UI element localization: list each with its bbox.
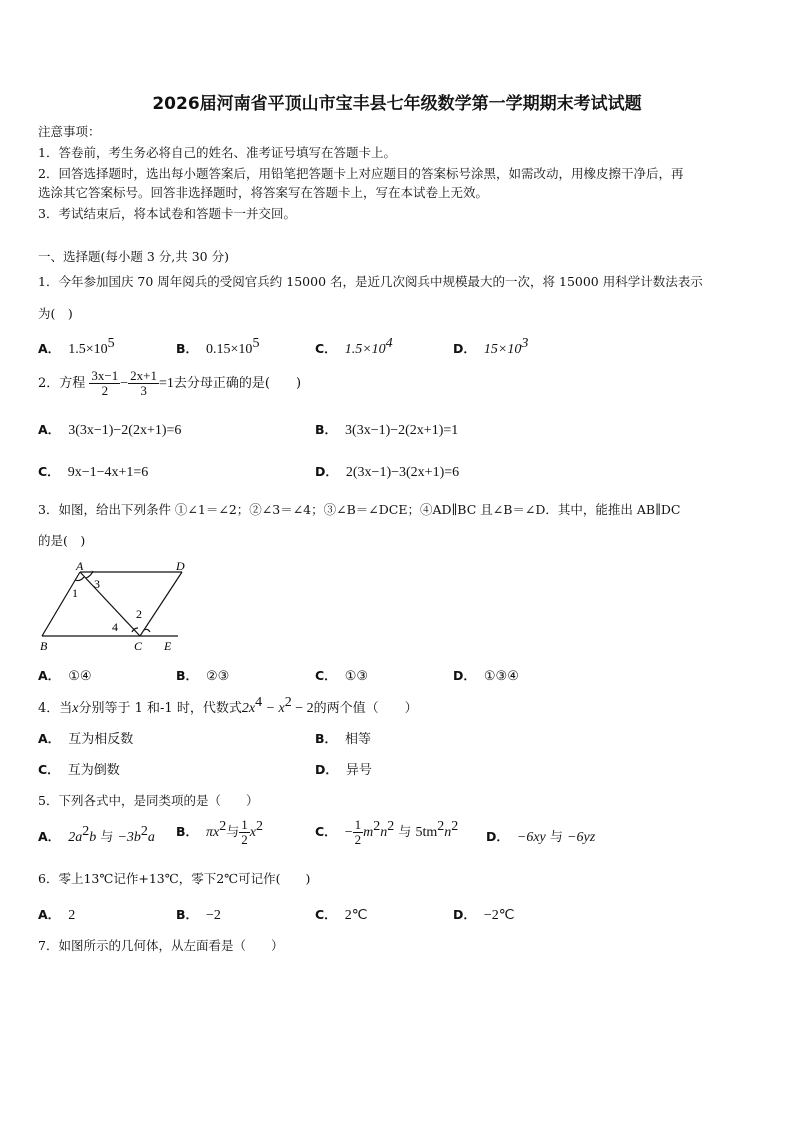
- q1-option-b: B． $0.15\times 10^5$: [176, 336, 260, 357]
- q5-option-d: D． −6xy 与 −6yz: [486, 829, 596, 845]
- figure-label-B: B: [40, 639, 48, 653]
- q1-option-a: A． $1.5\times 10^5$: [38, 336, 115, 357]
- notice-item-1: 1．答卷前，考生务必将自己的姓名、准考证号填写在答题卡上。: [38, 145, 396, 160]
- q2-fraction-2: $\frac{2x+1}{3}$: [130, 368, 158, 398]
- notice-item-2-cont: 选涂其它答案标号。回答非选择题时，将答案写在答题卡上，写在本试卷上无效。: [38, 185, 489, 200]
- q6-option-c: C． 2℃: [315, 907, 368, 923]
- q1-text: 1．今年参加国庆 70 周年阅兵的受阅官兵约 15000 名，是近几次阅兵中规模最大的一次，将 15000 用科学计数法表示: [38, 274, 703, 289]
- figure-label-D: D: [176, 560, 185, 573]
- q4-option-a: A． 互为相反数: [38, 731, 134, 747]
- q2-option-c: C． 9x−1−4x+1=6: [38, 464, 149, 480]
- q4-stem: 4．当x分别等于 1 和-1 时，代数式$2x^4 - x^2 - 2$的两个值（ ）: [38, 695, 418, 716]
- q1-text-cont: 为( ): [38, 306, 73, 321]
- figure-label-A: A: [76, 560, 84, 573]
- q4-option-c: C． 互为倒数: [38, 762, 120, 778]
- q3-text: 3．如图，给出下列条件 ①∠1＝∠2；②∠3＝∠4；③∠B＝∠DCE；④AD∥BC 且∠B＝∠D．其中，能推出 AB∥DC: [38, 502, 681, 517]
- q5-text: 5．下列各式中，是同类项的是（ ）: [38, 793, 259, 808]
- q3-parallelogram-figure: [36, 560, 186, 654]
- q3-option-c: C． ①③: [315, 668, 368, 684]
- q6-text: 6．零上13℃记作+13℃，零下2℃可记作( ): [38, 871, 311, 886]
- notice-item-3: 3．考试结束后，将本试卷和答题卡一并交回。: [38, 206, 296, 221]
- q1-option-d: D． $15\times 10^3$: [453, 336, 529, 357]
- q4-option-b: B． 相等: [315, 731, 372, 747]
- q5-option-a: A． $2a^2b$ 与 $-3b^2a$: [38, 824, 155, 845]
- figure-angle-2: 2: [136, 607, 142, 621]
- q3-text-cont: 的是( ): [38, 533, 86, 548]
- notice-heading: 注意事项：: [38, 124, 101, 139]
- q1-option-c: C． $1.5\times 10^4$: [315, 336, 393, 357]
- q7-text: 7．如图所示的几何体，从左面看是（ ）: [38, 938, 284, 953]
- figure-angle-1: 1: [72, 586, 78, 600]
- q2-option-d: D． 2(3x−1)−3(2x+1)=6: [315, 464, 460, 480]
- figure-label-C: C: [134, 639, 143, 653]
- q5-option-c: C． − $\frac{1}{2}$ $m^2n^2$ 与 $5tm^2n^2$: [315, 817, 459, 847]
- q2-option-b: B． 3(3x−1)−2(2x+1)=1: [315, 422, 459, 438]
- figure-angle-3: 3: [94, 577, 100, 591]
- q6-option-a: A． 2: [38, 907, 76, 923]
- q2-fraction-1: $\frac{3x-1}{2}$: [91, 368, 119, 398]
- q6-option-d: D． −2℃: [453, 907, 515, 923]
- page-title: 2026届河南省平顶山市宝丰县七年级数学第一学期期末考试试题: [152, 94, 642, 114]
- figure-angle-4: 4: [112, 620, 118, 634]
- q4-option-d: D． 异号: [315, 762, 372, 778]
- q6-option-b: B． −2: [176, 907, 221, 923]
- q2-stem: 2．方程 $\frac{3x-1}{2}$ − $\frac{2x+1}{3}$ =1去分母正确的是( ): [38, 368, 302, 398]
- notice-item-2: 2．回答选择题时，选出每小题答案后，用铅笔把答题卡上对应题目的答案标号涂黑，如需改动，用橡皮擦干净后，再: [38, 166, 684, 181]
- q3-option-b: B． ②③: [176, 668, 230, 684]
- q5-option-b: B． $\pi x^2$与 $\frac{1}{2}$ $x^2$: [176, 817, 263, 847]
- section-heading: 一、选择题(每小题 3 分,共 30 分): [38, 249, 229, 264]
- q3-option-d: D． ①③④: [453, 668, 519, 684]
- q2-option-a: A． 3(3x−1)−2(2x+1)=6: [38, 422, 182, 438]
- q3-option-a: A． ①④: [38, 668, 92, 684]
- figure-label-E: E: [164, 639, 172, 653]
